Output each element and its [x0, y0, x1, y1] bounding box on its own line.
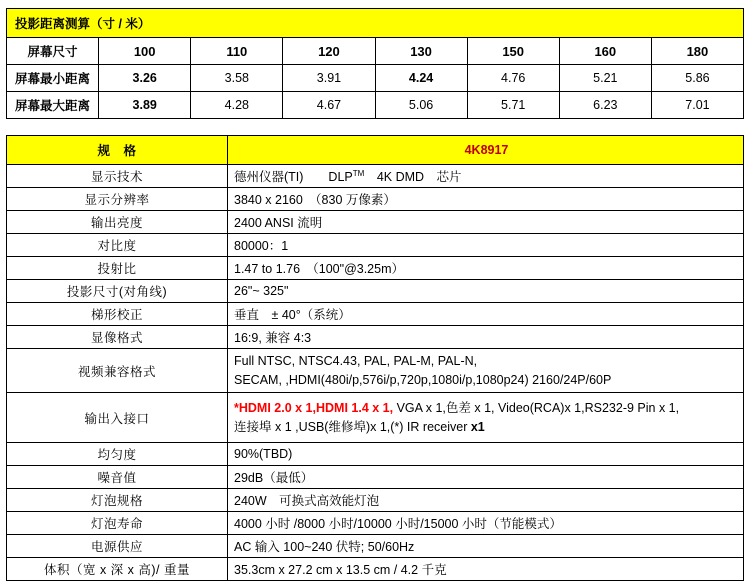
distance-size-160: 160: [559, 38, 651, 65]
spec-value-image-size: 26"~ 325": [228, 280, 744, 303]
spec-value-lamp-life: 4000 小时 /8000 小时/10000 小时/15000 小时（节能模式）: [228, 512, 744, 535]
table-row: [7, 280, 744, 303]
io-ports-hdmi-highlight: *HDMI 2.0 x 1,HDMI 1.4 x 1,: [234, 401, 394, 416]
spec-value-dlp-suffix: 4K DMD 芯片: [364, 170, 462, 184]
spec-value-brightness: 2400 ANSI 流明: [228, 211, 744, 234]
io-ports-line-1: [234, 399, 739, 417]
min-distance-120: 3.91: [283, 65, 375, 92]
io-ports-line2-bold: x1: [470, 419, 485, 434]
spec-label-image-size: 投影尺寸(对角线): [7, 280, 228, 303]
io-ports-line2-pre: 连接埠 x 1 ,USB(维修埠)x 1,(*) IR receiver: [234, 419, 471, 434]
spec-value-throw-ratio: 1.47 to 1.76 （100"@3.25m）: [228, 257, 744, 280]
spec-value-display-technology: [228, 165, 744, 188]
spec-value-power: AC 输入 100~240 伏特; 50/60Hz: [228, 535, 744, 558]
spec-label-throw-ratio: 投射比: [7, 257, 228, 280]
min-distance-100: 3.26: [99, 65, 191, 92]
spec-label-video-compat: 视频兼容格式: [7, 349, 228, 393]
spec-value-video-compat: [228, 349, 744, 393]
spec-label-noise: 噪音值: [7, 466, 228, 489]
spec-label-keystone: 梯形校正: [7, 303, 228, 326]
max-distance-100: 3.89: [99, 92, 191, 119]
spec-header-row: [7, 136, 744, 165]
spec-label-dimensions-weight: 体积（宽 x 深 x 高)/ 重量: [7, 558, 228, 581]
min-distance-label: 屏幕最小距离: [7, 65, 99, 92]
spec-value-aspect-ratio: 16:9, 兼容 4:3: [228, 326, 744, 349]
table-spacer: [6, 119, 744, 135]
min-distance-130: 4.24: [375, 65, 467, 92]
spec-label-uniformity: 均匀度: [7, 443, 228, 466]
spec-value-lamp-spec: 240W 可换式高效能灯泡: [228, 489, 744, 512]
table-row: [7, 211, 744, 234]
spec-label-brightness: 输出亮度: [7, 211, 228, 234]
table-row: [7, 558, 744, 581]
table-row: [7, 349, 744, 393]
spec-label-lamp-life: 灯泡寿命: [7, 512, 228, 535]
spec-label-aspect-ratio: 显像格式: [7, 326, 228, 349]
max-distance-120: 4.67: [283, 92, 375, 119]
video-compat-line-1: Full NTSC, NTSC4.43, PAL, PAL-M, PAL-N,: [234, 354, 478, 369]
max-distance-160: 6.23: [559, 92, 651, 119]
table-row: [7, 234, 744, 257]
spec-value-contrast: 80000：1: [228, 234, 744, 257]
table-row: [7, 303, 744, 326]
spec-value-dlp-prefix: 德州仪器(TI) DLP: [234, 170, 353, 184]
spec-header-label: 规 格: [7, 136, 228, 165]
spec-value-keystone: 垂直 ± 40°（系统）: [228, 303, 744, 326]
min-distance-160: 5.21: [559, 65, 651, 92]
max-distance-130: 5.06: [375, 92, 467, 119]
table-row: [7, 393, 744, 443]
spec-label-io-ports: 输出入接口: [7, 393, 228, 443]
table-row: [7, 512, 744, 535]
table-row: [7, 443, 744, 466]
table-row: [7, 489, 744, 512]
max-distance-label: 屏幕最大距离: [7, 92, 99, 119]
max-distance-150: 5.71: [467, 92, 559, 119]
spec-value-dlp-sup: TM: [352, 168, 365, 178]
io-ports-line-2: [234, 418, 739, 436]
spec-value-resolution: 3840 x 2160 （830 万像素）: [228, 188, 744, 211]
max-distance-110: 4.28: [191, 92, 283, 119]
io-ports-line1-rest: VGA x 1,色差 x 1, Video(RCA)x 1,RS232-9 Pin x 1,: [393, 401, 680, 416]
min-distance-180: 5.86: [651, 65, 743, 92]
specification-table: [6, 135, 744, 581]
spec-value-dimensions-weight: 35.3cm x 27.2 cm x 13.5 cm / 4.2 千克: [228, 558, 744, 581]
table-row: [7, 188, 744, 211]
min-distance-110: 3.58: [191, 65, 283, 92]
spec-label-lamp-spec: 灯泡规格: [7, 489, 228, 512]
distance-header-label: 屏幕尺寸: [7, 38, 99, 65]
distance-size-100: 100: [99, 38, 191, 65]
table-row: [7, 165, 744, 188]
distance-table-title: 投影距离测算（寸 / 米）: [7, 9, 744, 38]
table-row: [7, 257, 744, 280]
table-row: [7, 326, 744, 349]
spec-value-uniformity: 90%(TBD): [228, 443, 744, 466]
table-row: [7, 535, 744, 558]
spec-model-name: 4K8917: [228, 136, 744, 165]
min-distance-150: 4.76: [467, 65, 559, 92]
table-row: [7, 466, 744, 489]
distance-header-row: [7, 38, 744, 65]
spec-value-io-ports: [228, 393, 744, 443]
distance-title-row: [7, 9, 744, 38]
projection-distance-table: [6, 8, 744, 119]
video-compat-line-2: SECAM, ,HDMI(480i/p,576i/p,720p,1080i/p,1080p24) 2160/24P/60P: [234, 372, 612, 387]
distance-size-110: 110: [191, 38, 283, 65]
table-row: [7, 92, 744, 119]
distance-size-130: 130: [375, 38, 467, 65]
spec-label-power: 电源供应: [7, 535, 228, 558]
distance-size-150: 150: [467, 38, 559, 65]
spec-label-resolution: 显示分辨率: [7, 188, 228, 211]
spec-label-display-technology: 显示技术: [7, 165, 228, 188]
spec-value-noise: 29dB（最低）: [228, 466, 744, 489]
spec-label-contrast: 对比度: [7, 234, 228, 257]
distance-size-120: 120: [283, 38, 375, 65]
max-distance-180: 7.01: [651, 92, 743, 119]
table-row: [7, 65, 744, 92]
distance-size-180: 180: [651, 38, 743, 65]
